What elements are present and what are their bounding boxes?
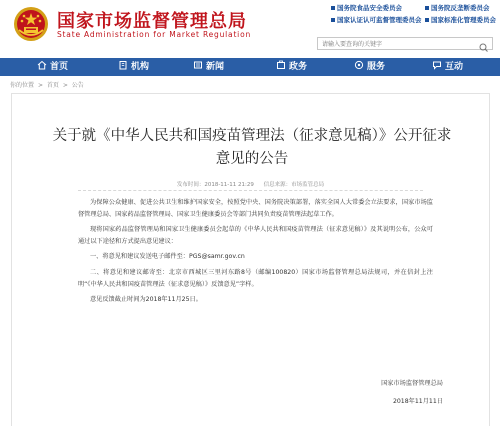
bullet-icon (331, 18, 335, 22)
search-input[interactable] (322, 39, 472, 49)
breadcrumb-current[interactable]: 公告 (71, 82, 84, 89)
toplink-label: 国务院食品安全委员会 (337, 4, 402, 12)
article-body (78, 197, 433, 310)
toplink-label: 国务院反垄断委员会 (431, 4, 490, 12)
search-box (317, 37, 493, 50)
nav-item-interaction[interactable] (432, 58, 463, 76)
paragraph: 现将国家药品监督管理局和国家卫生健康委员会起草的《中华人民共和国疫苗管理法（征求意见稿）》及其说明公布，公众可通过以下途径和方式提出意见建议： (78, 226, 433, 245)
home-icon (37, 60, 47, 70)
search-icon (476, 42, 492, 53)
paragraph-email: 一、将意见和建议发送电子邮件至：PGS@samr.gov.cn (90, 253, 245, 261)
breadcrumb-prefix: 你的位置 (10, 82, 35, 89)
signature-date: 2018年11月11日 (392, 398, 443, 405)
breadcrumb-separator: > (62, 82, 68, 89)
nav-label: 首页 (50, 62, 69, 72)
signature: 国家市场监督管理总局 (381, 380, 443, 387)
service-icon (354, 60, 364, 70)
building-icon (118, 60, 128, 70)
nav-item-institutions[interactable] (118, 58, 149, 76)
nav-label: 新闻 (206, 62, 225, 72)
toplink-standardization[interactable] (425, 15, 496, 24)
article-card (11, 93, 490, 426)
toplink-certification[interactable] (331, 15, 422, 24)
nav-item-home[interactable] (37, 58, 68, 76)
article-source: 信息来源：市场监管总局 (263, 182, 325, 188)
publish-date: 发布时间：2018-11-11 21:29 (176, 182, 254, 188)
news-icon (193, 60, 203, 70)
paragraph-deadline: 意见反馈截止时间为2018年11月25日。 (90, 296, 202, 304)
bullet-icon (425, 18, 429, 22)
paragraph: 二、将意见和建议邮寄至：北京市西城区三里河东路8号（邮编100820）国家市场监督管理总局法规司，并在信封上注明“《中华人民共和国疫苗管理法（征求意见稿）》反馈意见”字样。 (78, 268, 433, 288)
nav-label: 政务 (289, 62, 308, 72)
paragraph: 为保障公众健康、促进公共卫生和维护国家安全，按照党中央、国务院决策部署，落实全国人大常委会立法要求，国家市场监督管理总局、国家药品监督管理局、国家卫生健康委员会等部门共同负责疫苗管理法起草工作。 (78, 199, 433, 218)
governance-icon (276, 60, 286, 70)
nav-label: 机构 (131, 62, 150, 72)
nav-label: 服务 (367, 62, 386, 72)
nav-label: 互动 (445, 62, 464, 72)
main-nav (0, 58, 500, 76)
toplink-label: 国家标准化管理委员会 (431, 16, 496, 24)
toplink-label: 国家认证认可监督管理委员会 (337, 16, 422, 24)
bullet-icon (331, 6, 335, 10)
divider (78, 190, 423, 191)
breadcrumb (10, 80, 86, 89)
bullet-icon (425, 6, 429, 10)
national-emblem-icon (13, 6, 49, 42)
site-subtitle: State Administration for Market Regulation (57, 30, 252, 39)
site-header (0, 0, 500, 55)
search-button[interactable] (476, 38, 492, 49)
article-title: 关于就《中华人民共和国疫苗管理法（征求意见稿）》公开征求意见的公告 (52, 128, 452, 167)
nav-item-services[interactable] (354, 58, 385, 76)
nav-item-governance[interactable] (276, 58, 307, 76)
toplink-anti-monopoly[interactable] (425, 3, 490, 12)
breadcrumb-separator: > (37, 82, 43, 89)
toplink-food-safety[interactable] (331, 3, 402, 12)
interaction-icon (432, 60, 442, 70)
article-meta (12, 180, 489, 188)
breadcrumb-home[interactable]: 首页 (46, 82, 59, 89)
site-title: 国家市场监督管理总局 (57, 11, 247, 32)
nav-item-news[interactable] (193, 58, 224, 76)
